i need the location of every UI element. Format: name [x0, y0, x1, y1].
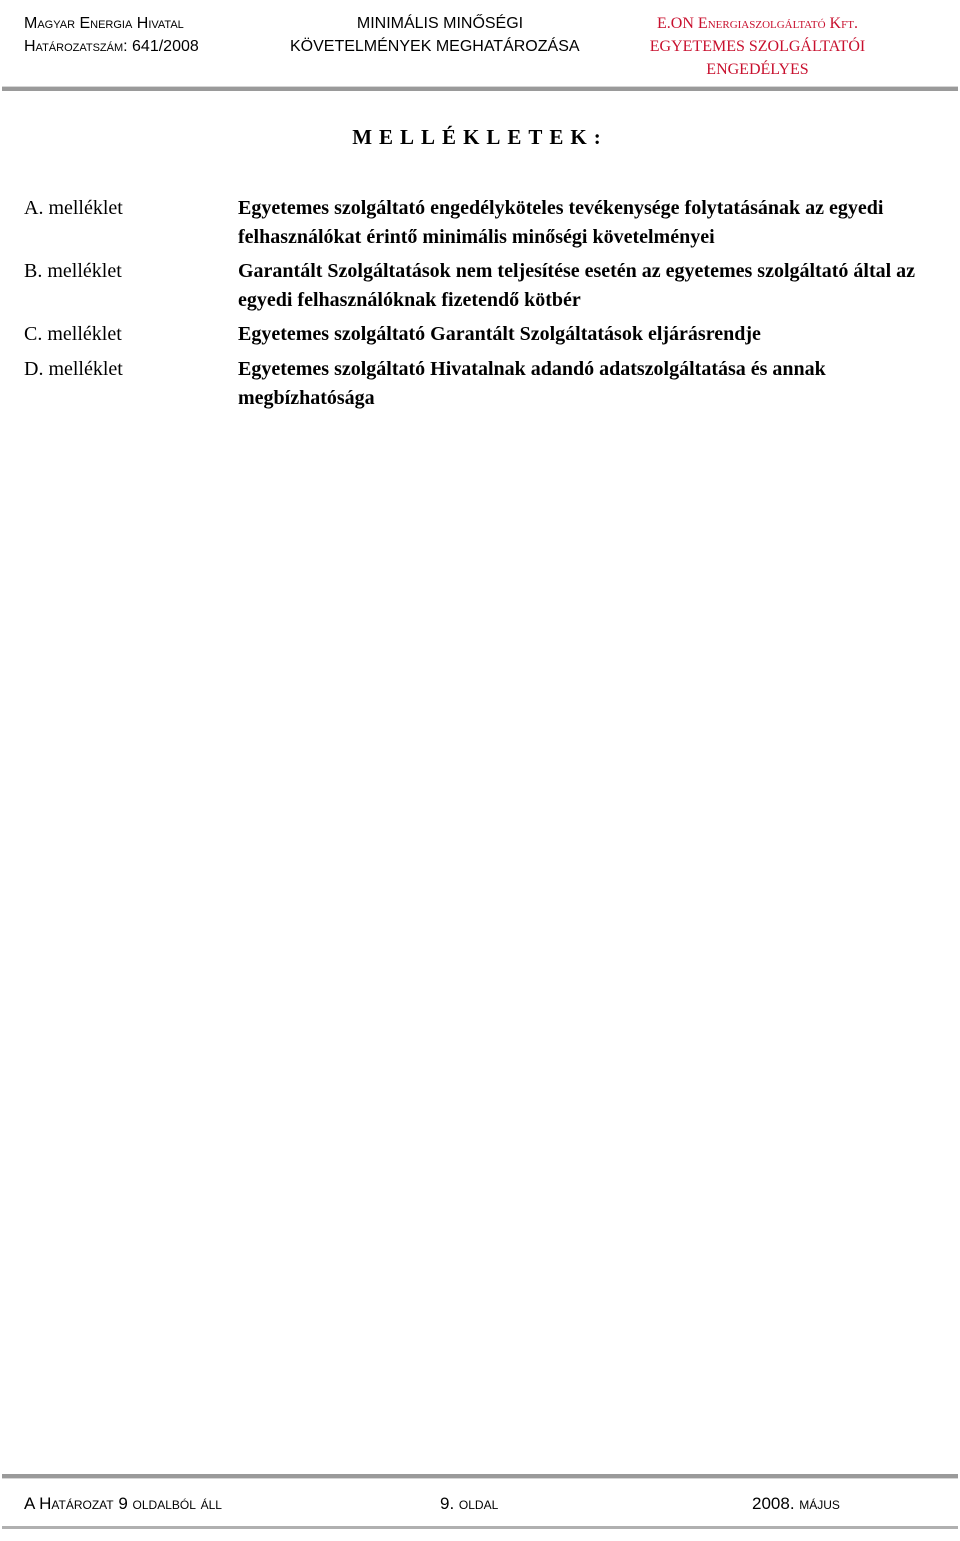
footer-date: 2008. május — [752, 1494, 840, 1513]
header-topic-line1: MINIMÁLIS MINŐSÉGI — [356, 15, 524, 32]
header-license-line2: ENGEDÉLYES — [706, 61, 809, 78]
header-resolution-number: Határozatszám: 641/2008 — [24, 38, 199, 55]
header-license-line1: EGYETEMES SZOLGÁLTATÓI — [649, 38, 866, 55]
header-authority: Magyar Energia Hivatal — [24, 15, 184, 32]
footer-bottom-divider — [2, 1526, 958, 1529]
annex-description: Egyetemes szolgáltató Garantált Szolgáltatások eljárásrendje — [238, 323, 761, 345]
page-title: MELLÉKLETEK: — [352, 125, 608, 149]
header-topic-line2: KÖVETELMÉNYEK MEGHATÁROZÁSA — [290, 38, 580, 55]
annex-label: A. melléklet — [24, 197, 123, 219]
annex-label: D. melléklet — [24, 358, 123, 380]
page-header — [0, 0, 960, 92]
annex-description: Egyetemes szolgáltató Hivatalnak adandó adatszolgáltatása és annak megbízhatósága — [238, 358, 826, 409]
footer-divider — [2, 1474, 958, 1479]
header-divider — [2, 86, 958, 91]
annex-label: C. melléklet — [24, 323, 122, 345]
footer-page-number: 9. oldal — [440, 1494, 499, 1513]
annex-description: Garantált Szolgáltatások nem teljesítése esetén az egyetemes szolgáltató által az egyedi felhasználóknak fizetendő kötbér — [238, 260, 916, 311]
header-center — [290, 12, 590, 58]
annex-label: B. melléklet — [24, 260, 122, 282]
header-left — [24, 12, 199, 58]
footer-page-count: A Határozat 9 oldalból áll — [24, 1494, 222, 1513]
header-company: E.ON Energiaszolgáltató Kft. — [657, 15, 858, 32]
annex-description: Egyetemes szolgáltató engedélyköteles tevékenysége folytatásának az egyedi felhasználókat érintő minimális minőségi követelményei — [238, 197, 884, 248]
header-right — [605, 12, 910, 81]
